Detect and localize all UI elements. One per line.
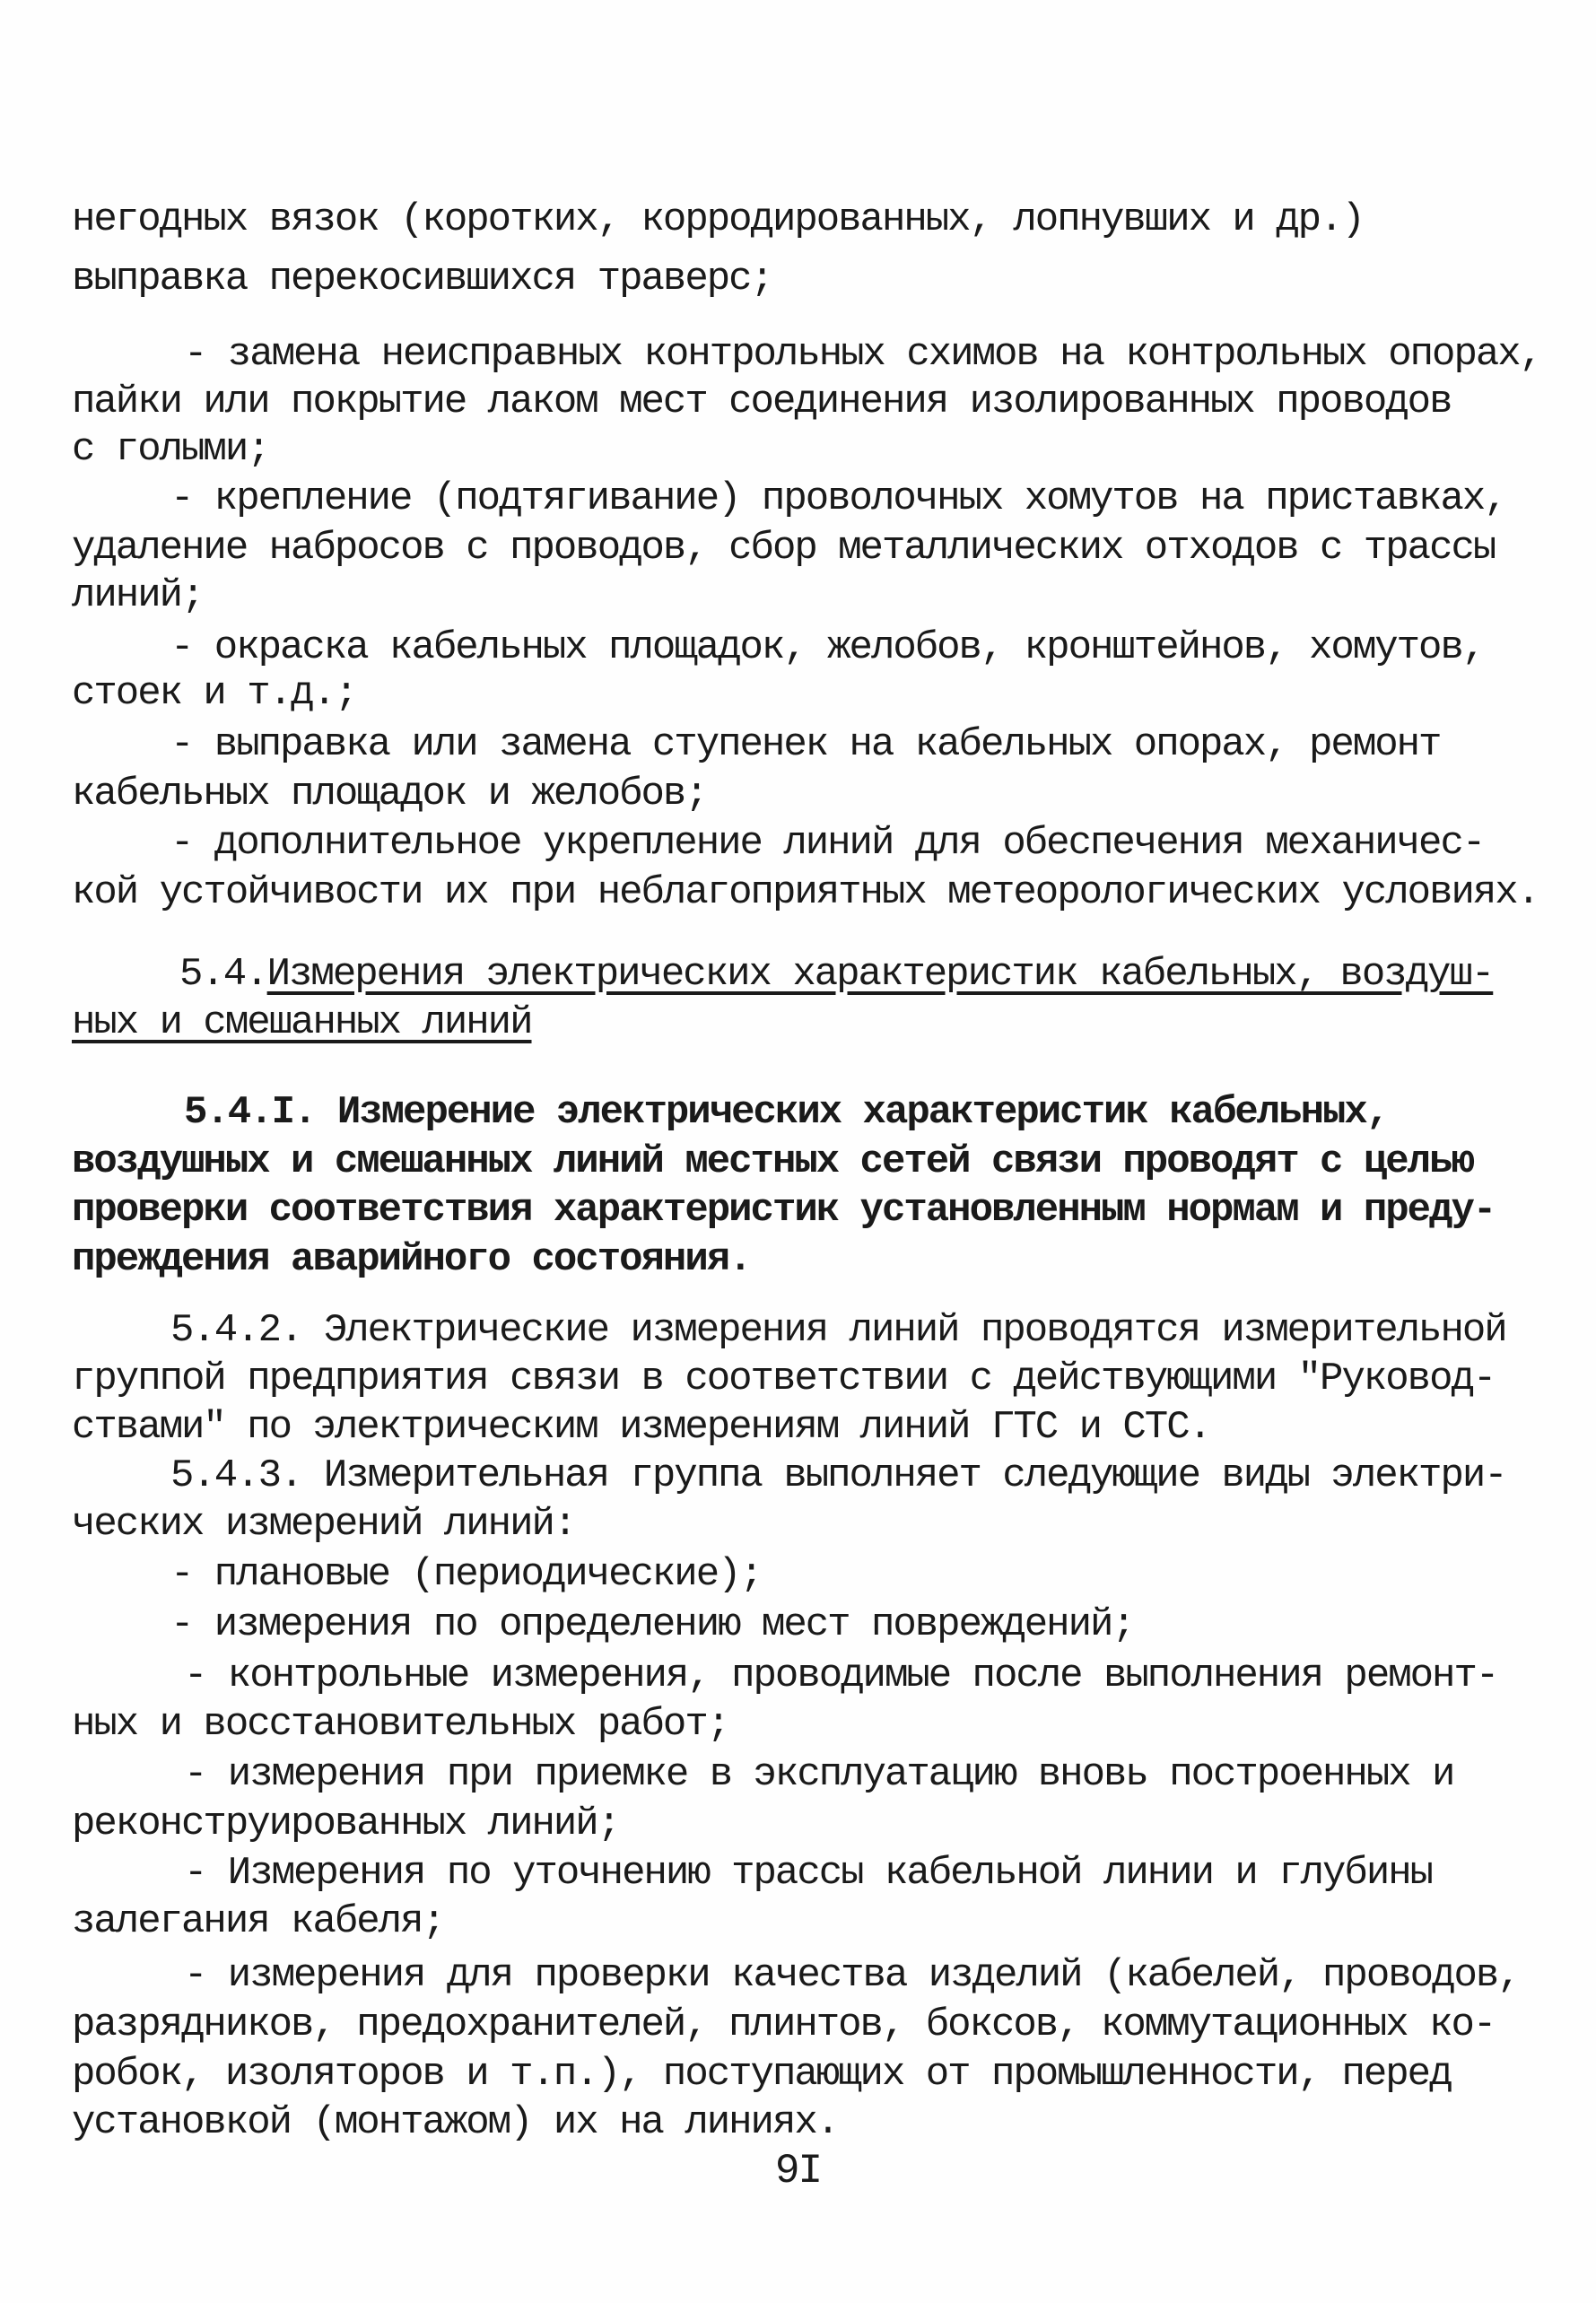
list-item: - плановые (периодические); [170, 1552, 762, 1597]
paragraph-line: 5.4.2. Электрические измерения линий проводятся измерительной [170, 1308, 1506, 1353]
list-item: - крепление (подтягивание) проволочных хомутов на приставках, [170, 476, 1506, 521]
text-line: с голыми; [72, 427, 269, 472]
section-heading [179, 949, 1493, 1000]
list-item: - выправка или замена ступенек на кабельных опорах, ремонт [170, 722, 1441, 767]
list-item: - измерения по определению мест повреждений; [170, 1602, 1134, 1647]
section-number: 5.4. [179, 952, 267, 997]
text-line: установкой (монтажом) их на линиях. [72, 2100, 839, 2145]
paragraph-line: преждения аварийного состояния. [72, 1237, 751, 1282]
list-item: - измерения для проверки качества изделий (кабелей, проводов, [184, 1953, 1520, 1998]
page-number: 9I [774, 2148, 822, 2194]
list-item: - замена неисправных контрольных схимов на контрольных опорах, [184, 332, 1542, 377]
paragraph-line: 5.4.3. Измерительная группа выполняет следующие виды электри- [170, 1453, 1506, 1498]
list-item: - окраска кабельных площадок, желобов, кронштейнов, хомутов, [170, 625, 1485, 670]
list-item: - дополнительное укрепление линий для обеспечения механичес- [170, 821, 1485, 866]
text-line: разрядников, предохранителей, плинтов, боксов, коммутационных ко- [72, 2002, 1496, 2047]
text-line: робок, изоляторов и т.п.), поступающих от промышленности, перед [72, 2052, 1452, 2097]
paragraph-line: ствами" по электрическим измерениям линий ГТС и СТС. [72, 1405, 1211, 1450]
paragraph-line: 5.4.I. Измерение электрических характеристик кабельных, [184, 1090, 1389, 1135]
text-line: ных и восстановительных работ; [72, 1702, 729, 1747]
section-title-line1: Измерения электрических характеристик кабельных, воздуш- [266, 952, 1494, 997]
text-line: кой устойчивости их при неблагоприятных метеорологических условиях. [72, 870, 1539, 915]
text-line: линий; [72, 573, 204, 618]
text-line: реконструированных линий; [72, 1801, 620, 1846]
list-item: - контрольные измерения, проводимые после выполнения ремонт- [184, 1653, 1498, 1698]
text-line: выправка перекосившихся траверс; [72, 257, 772, 301]
section-heading-cont [72, 998, 532, 1049]
text-line: пайки или покрытие лаком мест соединения изолированных проводов [72, 379, 1452, 424]
text-line: залегания кабеля; [72, 1899, 444, 1944]
list-item: - измерения при приемке в эксплуатацию вновь построенных и [184, 1752, 1454, 1797]
paragraph-line: проверки соответствия характеристик установленным нормам и преду- [72, 1188, 1496, 1233]
list-item: - Измерения по уточнению трассы кабельной линии и глубины [184, 1851, 1433, 1896]
text-line: стоек и т.д.; [72, 671, 357, 716]
text-line: кабельных площадок и желобов; [72, 772, 707, 816]
paragraph-line: воздушных и смешанных линий местных сетей связи проводят с целью [72, 1139, 1473, 1184]
section-title-line2: ных и смешанных линий [72, 1000, 532, 1045]
paragraph-line: группой предприятия связи в соответствии с действующими "Руковод- [72, 1357, 1496, 1401]
text-line: негодных вязок (коротких, корродированных, лопнувших и др.) [72, 197, 1364, 242]
text-line: удаление набросов с проводов, сбор металлических отходов с трассы [72, 526, 1496, 571]
paragraph-line: ческих измерений линий: [72, 1502, 576, 1547]
